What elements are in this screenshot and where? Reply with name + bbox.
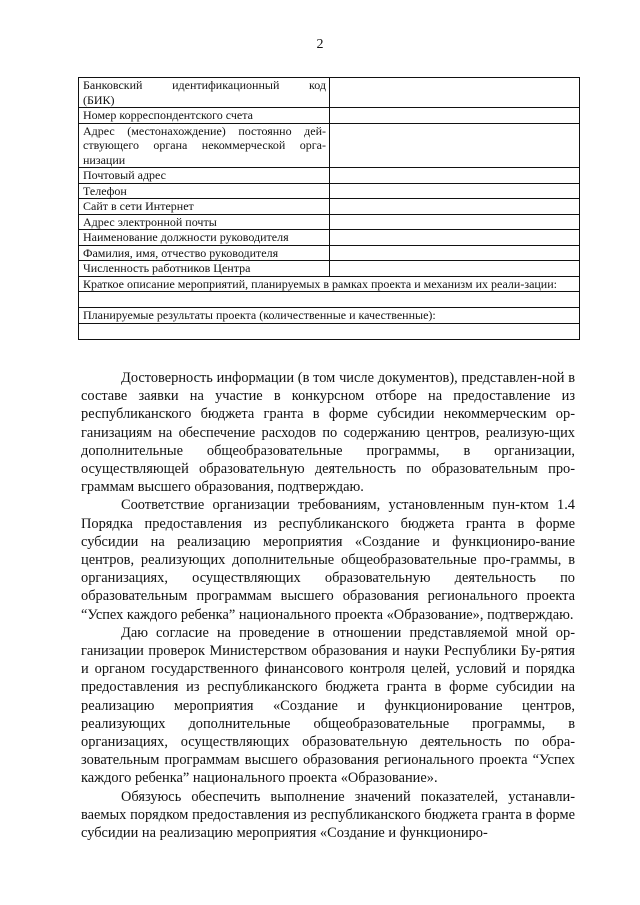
table-row: [79, 245, 580, 261]
row-label-corr-account: Номер корреспондентского счета: [79, 108, 330, 124]
row-value-project-description[interactable]: [79, 292, 580, 308]
row-value-head-position[interactable]: [330, 230, 580, 246]
table-row: [79, 123, 580, 168]
table-row: [79, 78, 580, 108]
row-label-bik-line2: (БИК): [83, 92, 115, 107]
table-row: [79, 292, 580, 308]
table-row: [79, 108, 580, 124]
row-label-planned-results: Планируемые результаты проекта (количественные и качественные):: [79, 308, 580, 324]
declaration-text: [81, 369, 575, 842]
table-row: [79, 261, 580, 277]
row-label-bik: [79, 78, 330, 108]
row-value-bik[interactable]: [330, 78, 580, 108]
table-row: [79, 323, 580, 339]
applicant-info-table: [78, 77, 580, 340]
row-label-project-description: Краткое описание мероприятий, планируемых в рамках проекта и механизм их реали-зации:: [79, 276, 580, 292]
row-value-postal-address[interactable]: [330, 168, 580, 184]
row-value-corr-account[interactable]: [330, 108, 580, 124]
row-label-staff-count: Численность работников Центра: [79, 261, 330, 277]
table-row: [79, 214, 580, 230]
row-label-phone: Телефон: [79, 183, 330, 199]
row-label-head-position: Наименование должности руководителя: [79, 230, 330, 246]
paragraph-consent: Даю согласие на проведение в отношении представляемой мной ор-ганизации проверок Министерством образования и науки Республики Бу-рятия и органом государственного финансового контроля целей, условий и порядка предоставления из республиканского бюджета гранта в форме субсидии на реализацию мероприятия «Создание и функционирование центров, реализующих дополнительные общеобразовательные программы, в организациях, осуществляющих образовательную деятельность по обра-зовательным программам высшего образования регионального проекта “Успех каждого ребенка” национального проекта «Образование».: [81, 624, 575, 787]
row-value-head-name[interactable]: [330, 245, 580, 261]
row-label-email: Адрес электронной почты: [79, 214, 330, 230]
row-label-postal-address: Почтовый адрес: [79, 168, 330, 184]
row-value-email[interactable]: [330, 214, 580, 230]
row-label-bik-line1: Банковский идентификационный код: [83, 78, 326, 92]
page-number: 2: [316, 37, 324, 52]
row-label-address: Адрес (местонахождение) постоянно дей-ствующего органа некоммерческой орга-низации: [79, 123, 330, 168]
row-label-head-name: Фамилия, имя, отчество руководителя: [79, 245, 330, 261]
paragraph-accuracy: Достоверность информации (в том числе документов), представлен-ной в составе заявки на участие в конкурсном отборе на предоставление из республиканского бюджета гранта в форме субсидии некоммерческим ор-ганизациям на обеспечение расходов по содержанию центров, реализую-щих дополнительные общеобразовательные программы, в организации, осуществляющей образовательную деятельность по образовательным про-граммам высшего образования, подтверждаю.: [81, 370, 575, 496]
table-row: [79, 276, 580, 292]
table-row: [79, 308, 580, 324]
row-value-phone[interactable]: [330, 183, 580, 199]
row-value-staff-count[interactable]: [330, 261, 580, 277]
row-label-website: Сайт в сети Интернет: [79, 199, 330, 215]
row-value-address[interactable]: [330, 123, 580, 168]
row-value-planned-results[interactable]: [79, 323, 580, 339]
paragraph-obligation: Обязуюсь обеспечить выполнение значений показателей, устанавли-ваемых порядком предоставления из республиканского бюджета гранта в форме субсидии на реализацию мероприятия «Создание и функциониро-: [81, 788, 575, 842]
row-value-website[interactable]: [330, 199, 580, 215]
paragraph-compliance: Соответствие организации требованиям, установленным пун-ктом 1.4 Порядка предоставления из республиканского бюджета гранта в форме субсидии на реализацию мероприятия «Создание и функциониро-вание центров, реализующих дополнительные общеобразовательные про-граммы, в организациях, осуществляющих образовательную деятельность по образовательным программам высшего образования регионального проекта “Успех каждого ребенка” национального проекта «Образование», подтверждаю.: [81, 497, 575, 623]
table-row: [79, 199, 580, 215]
table-row: [79, 183, 580, 199]
table-row: [79, 168, 580, 184]
table-row: [79, 230, 580, 246]
